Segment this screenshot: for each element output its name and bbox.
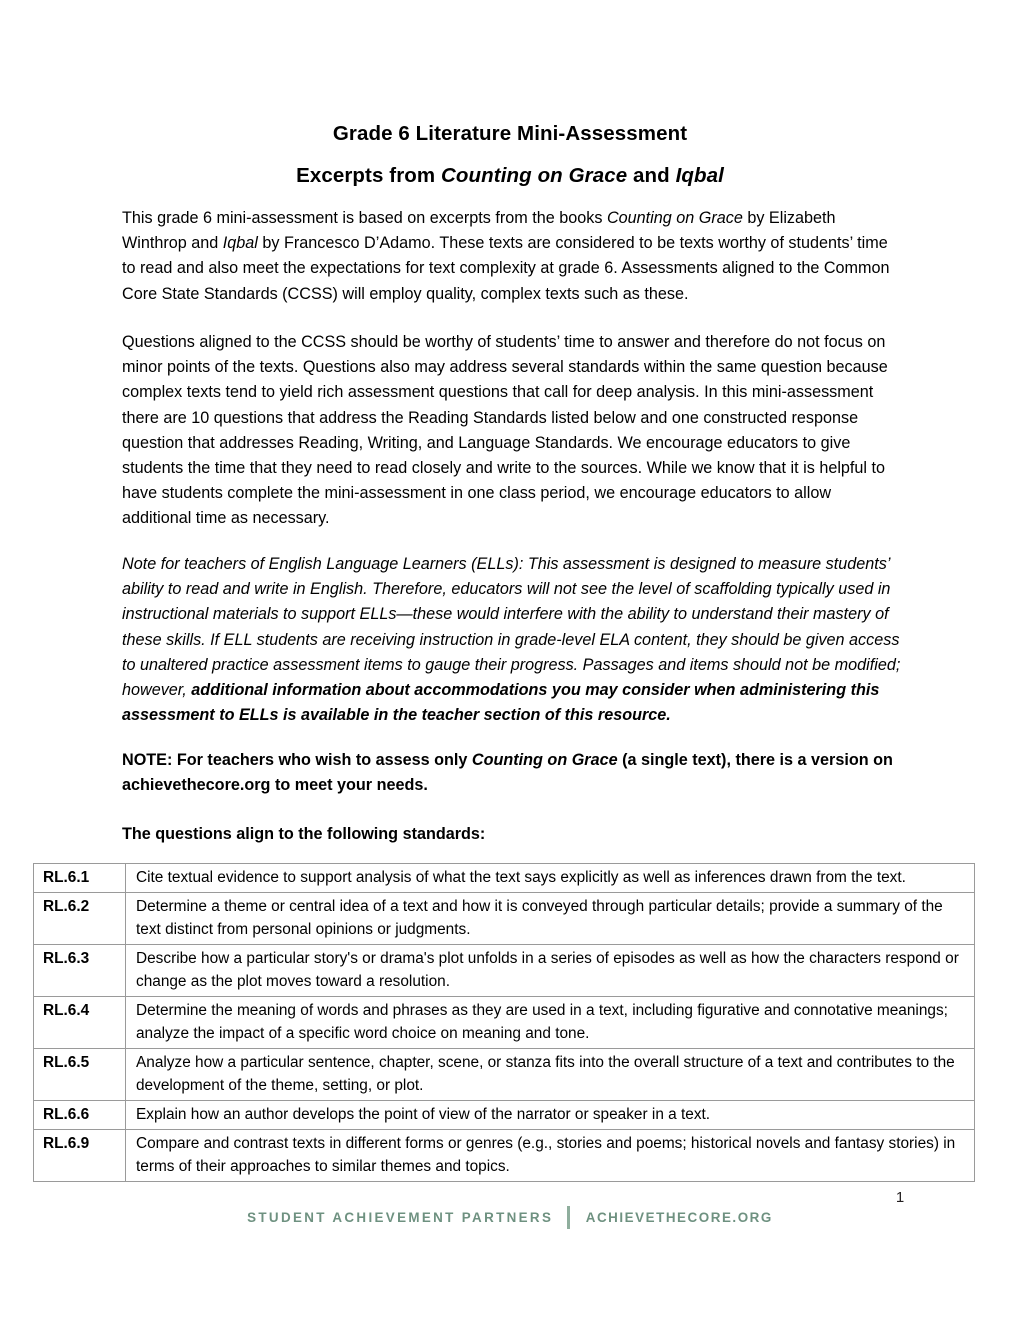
- intro-book-iqbal: Iqbal: [222, 234, 258, 253]
- page-number: 1: [895, 1189, 905, 1206]
- footer-divider: [567, 1206, 570, 1229]
- standards-table: [33, 863, 975, 1182]
- intro-book-counting-on-grace: Counting on Grace: [606, 209, 743, 227]
- questions-paragraph: Questions aligned to the CCSS should be worthy of students’ time to answer and therefore do not focus on minor points of the texts. Questions also may address several standards within the same question because complex texts tend to yield rich assessment questions that call for deep analysis. In this mini-assessment there are 10 questions that address the Reading Standards listed below and one constructed response question that addresses Reading, Writing, and Language Standards. We encourage educators to give students the time that they need to read closely and write to the sources. While we know that it is helpful to have students complete the mini-assessment in one class period, we encourage educators to allow additional time as necessary.: [122, 333, 888, 528]
- standard-description: Analyze how a particular sentence, chapter, scene, or stanza fits into the overall structure of a text and contributes to the development of the theme, setting, or plot.: [126, 1049, 975, 1101]
- subtitle-prefix: Excerpts from: [296, 164, 442, 187]
- footer-organization-name: STUDENT ACHIEVEMENT PARTNERS: [247, 1210, 554, 1225]
- standard-description: Explain how an author develops the point of view of the narrator or speaker in a text.: [126, 1101, 975, 1130]
- subtitle-book-counting-on-grace: Counting on Grace: [441, 164, 628, 187]
- ell-note-paragraph: [122, 552, 904, 728]
- table-row: [34, 1049, 975, 1101]
- standard-code: RL.6.9: [34, 1130, 126, 1182]
- table-row: [34, 945, 975, 997]
- intro-text-part-3: by Francesco D’Adamo. These texts are considered to be texts worthy of students’ time to read and also meet the expectations for text complexity at grade 6. Assessments aligned to the Common Core State Standards (CCSS) will employ quality, complex texts such as these.: [122, 234, 890, 303]
- note-book-counting-on-grace: Counting on Grace: [471, 751, 618, 769]
- intro-text-part-1: This grade 6 mini-assessment is based on excerpts from the books: [122, 209, 607, 227]
- table-row: [34, 1130, 975, 1182]
- standard-code: RL.6.4: [34, 997, 126, 1049]
- intro-paragraph: [122, 206, 904, 307]
- standard-code: RL.6.5: [34, 1049, 126, 1101]
- standard-code: RL.6.2: [34, 893, 126, 945]
- standard-description: Cite textual evidence to support analysis of what the text says explicitly as well as inferences drawn from the text.: [126, 864, 975, 893]
- table-row: [34, 864, 975, 893]
- standard-description: Compare and contrast texts in different forms or genres (e.g., stories and poems; historical novels and fantasy stories) in terms of their approaches to similar themes and topics.: [126, 1130, 975, 1182]
- intro-text-part-2: by Elizabeth Winthrop and: [122, 209, 836, 253]
- standard-code: RL.6.1: [34, 864, 126, 893]
- standards-heading: The questions align to the following standards:: [122, 825, 486, 843]
- standards-table-body: [34, 864, 975, 1182]
- table-row: [34, 893, 975, 945]
- table-row: [34, 1101, 975, 1130]
- subtitle-conjunction: and: [627, 164, 676, 187]
- ell-note-regular-text: Note for teachers of English Language Learners (ELLs): This assessment is designed to measure students’ ability to read and write in English. Therefore, educators will not see the level of scaffolding typically used in instructional materials to support ELLs—these would interfere with the ability to understand their mastery of these skills. If ELL students are receiving instruction in grade-level ELA content, they should be given access to unaltered practice assessment items to gauge their progress. Passages and items should not be modified; however,: [122, 555, 901, 700]
- page-title: Grade 6 Literature Mini-Assessment: [332, 122, 688, 145]
- single-text-note-paragraph: [122, 748, 904, 798]
- footer-logo: [0, 1206, 1020, 1229]
- standard-code: RL.6.6: [34, 1101, 126, 1130]
- table-row: [34, 997, 975, 1049]
- subtitle-book-iqbal: Iqbal: [675, 164, 724, 187]
- standard-code: RL.6.3: [34, 945, 126, 997]
- note-suffix-text: (a single text), there is a version on achievethecore.org to meet your needs.: [122, 751, 893, 795]
- ell-note-bold-text: additional information about accommodations you may consider when administering this assessment to ELLs is available in the teacher section of this resource.: [122, 681, 880, 725]
- standard-description: Determine the meaning of words and phrases as they are used in a text, including figurative and connotative meanings; analyze the impact of a specific word choice on meaning and tone.: [126, 997, 975, 1049]
- standard-description: Determine a theme or central idea of a text and how it is conveyed through particular details; provide a summary of the text distinct from personal opinions or judgments.: [126, 893, 975, 945]
- note-prefix-text: NOTE: For teachers who wish to assess only: [122, 751, 472, 769]
- page-subtitle: [0, 164, 1020, 188]
- standard-description: Describe how a particular story's or drama's plot unfolds in a series of episodes as well as how the characters respond or change as the plot moves toward a resolution.: [126, 945, 975, 997]
- footer-website-url: ACHIEVETHECORE.ORG: [585, 1210, 773, 1225]
